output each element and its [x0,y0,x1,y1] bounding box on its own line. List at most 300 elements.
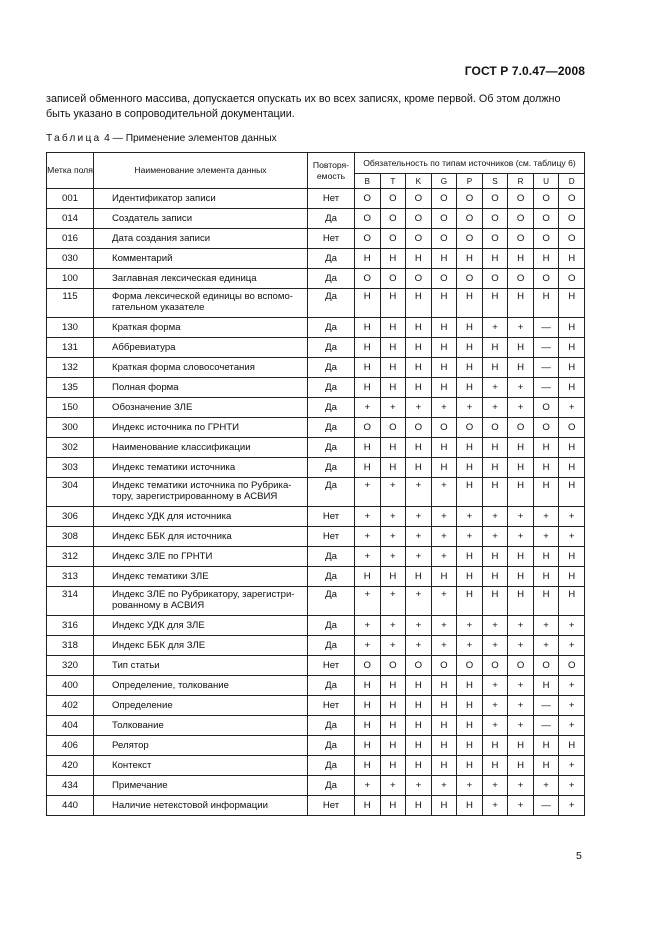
row-value-u: Н [533,756,559,776]
row-value-p: Н [457,438,483,458]
row-value-r: + [508,636,534,656]
row-value-k: Н [406,338,432,358]
row-value-r: Н [508,547,534,567]
row-repeat: Да [308,756,355,776]
row-value-d: О [559,229,585,249]
row-value-s: О [482,269,508,289]
row-value-s: + [482,676,508,696]
row-code: 318 [47,636,94,656]
row-name: Индекс ЗЛЕ по Рубрикатору, зарегистри-рованному в АСВИЯ [94,587,308,616]
row-value-r: О [508,189,534,209]
row-value-d: О [559,209,585,229]
row-value-g: Н [431,289,457,318]
row-value-s: + [482,776,508,796]
table-row [47,716,585,736]
data-elements-table [46,152,585,816]
table-row [47,398,585,418]
table-row [47,547,585,567]
page-number: 5 [576,850,582,862]
row-repeat: Да [308,269,355,289]
header-type-r: R [508,174,534,189]
row-value-t: Н [380,458,406,478]
row-value-s: Н [482,438,508,458]
row-code: 404 [47,716,94,736]
row-value-d: Н [559,587,585,616]
row-value-d: О [559,269,585,289]
row-value-u: О [533,398,559,418]
row-value-s: О [482,418,508,438]
row-value-b: О [355,418,381,438]
row-value-g: + [431,636,457,656]
row-name: Создатель записи [94,209,308,229]
table-caption-label: Таблица [46,133,102,144]
table-header-row [47,153,585,174]
row-value-u: Н [533,547,559,567]
row-value-g: + [431,547,457,567]
row-code: 312 [47,547,94,567]
row-value-b: Н [355,696,381,716]
row-code: 001 [47,189,94,209]
row-value-b: + [355,547,381,567]
row-value-u: + [533,527,559,547]
header-code: Метка поля [47,153,94,189]
table-row [47,338,585,358]
row-value-t: Н [380,338,406,358]
row-value-g: Н [431,358,457,378]
row-name: Индекс тематики ЗЛЕ [94,567,308,587]
row-value-g: О [431,656,457,676]
row-value-b: О [355,269,381,289]
row-value-g: Н [431,696,457,716]
row-value-p: Н [457,378,483,398]
row-repeat: Да [308,478,355,507]
row-value-u: Н [533,567,559,587]
row-value-g: + [431,398,457,418]
row-value-s: Н [482,338,508,358]
row-value-d: Н [559,378,585,398]
row-value-u: + [533,507,559,527]
row-code: 302 [47,438,94,458]
row-repeat: Да [308,736,355,756]
row-repeat: Нет [308,527,355,547]
row-value-t: О [380,229,406,249]
row-value-r: О [508,269,534,289]
row-value-d: + [559,616,585,636]
row-value-d: Н [559,358,585,378]
row-repeat: Да [308,547,355,567]
row-value-b: Н [355,249,381,269]
row-value-b: Н [355,338,381,358]
row-value-t: Н [380,438,406,458]
intro-line-1: записей обменного массива, допускается опускать их во всех записях, кроме первой. Об этом должно [46,93,561,105]
row-value-s: Н [482,567,508,587]
row-value-k: + [406,587,432,616]
row-value-u: Н [533,676,559,696]
row-value-p: Н [457,458,483,478]
row-value-k: + [406,527,432,547]
row-value-r: Н [508,587,534,616]
row-value-u: + [533,636,559,656]
row-value-t: Н [380,676,406,696]
row-value-u: — [533,338,559,358]
row-value-s: Н [482,756,508,776]
row-repeat: Да [308,209,355,229]
table-row [47,418,585,438]
row-code: 313 [47,567,94,587]
row-value-k: + [406,547,432,567]
row-name: Определение, толкование [94,676,308,696]
row-value-g: Н [431,796,457,816]
row-value-p: О [457,209,483,229]
table-row [47,507,585,527]
row-value-s: Н [482,736,508,756]
row-value-r: Н [508,358,534,378]
row-value-u: Н [533,249,559,269]
table-row [47,378,585,398]
row-value-d: Н [559,438,585,458]
row-value-d: Н [559,289,585,318]
row-code: 303 [47,458,94,478]
row-value-p: О [457,418,483,438]
row-value-r: О [508,418,534,438]
row-value-g: О [431,209,457,229]
row-code: 316 [47,616,94,636]
row-repeat: Да [308,616,355,636]
row-value-k: Н [406,378,432,398]
row-value-k: О [406,189,432,209]
row-value-b: Н [355,318,381,338]
row-value-b: Н [355,458,381,478]
row-value-k: О [406,269,432,289]
row-code: 434 [47,776,94,796]
row-value-p: Н [457,567,483,587]
row-value-s: + [482,716,508,736]
row-value-t: + [380,776,406,796]
row-value-t: + [380,507,406,527]
intro-line-2: быть указано в сопроводительной документации. [46,108,295,120]
row-value-p: + [457,507,483,527]
row-value-r: Н [508,458,534,478]
row-repeat: Нет [308,656,355,676]
table-row [47,796,585,816]
row-value-b: Н [355,716,381,736]
row-value-t: + [380,616,406,636]
row-value-k: Н [406,458,432,478]
row-value-t: Н [380,358,406,378]
row-name: Толкование [94,716,308,736]
row-value-p: Н [457,756,483,776]
row-value-k: Н [406,796,432,816]
intro-paragraph [46,92,584,122]
row-name: Краткая форма словосочетания [94,358,308,378]
row-name: Полная форма [94,378,308,398]
row-value-p: Н [457,736,483,756]
row-value-s: О [482,656,508,676]
row-name: Заглавная лексическая единица [94,269,308,289]
row-value-u: О [533,189,559,209]
row-value-k: Н [406,716,432,736]
row-name: Дата создания записи [94,229,308,249]
row-value-r: + [508,398,534,418]
row-value-u: Н [533,736,559,756]
row-value-g: + [431,478,457,507]
row-name: Наличие нетекстовой информации [94,796,308,816]
row-value-k: Н [406,289,432,318]
row-value-b: Н [355,567,381,587]
row-code: 406 [47,736,94,756]
row-value-t: + [380,478,406,507]
row-value-k: + [406,616,432,636]
row-value-r: + [508,507,534,527]
row-value-t: Н [380,796,406,816]
row-value-r: Н [508,438,534,458]
row-value-g: + [431,507,457,527]
row-value-s: Н [482,478,508,507]
row-name: Форма лексической единицы во вспомо-гательном указателе [94,289,308,318]
row-value-t: Н [380,696,406,716]
row-code: 014 [47,209,94,229]
table-row [47,636,585,656]
row-value-d: Н [559,318,585,338]
table-row [47,438,585,458]
row-value-r: + [508,796,534,816]
row-value-p: О [457,656,483,676]
row-value-r: Н [508,289,534,318]
row-value-s: + [482,378,508,398]
row-value-b: Н [355,289,381,318]
row-repeat: Да [308,776,355,796]
row-code: 115 [47,289,94,318]
table-row [47,587,585,616]
row-value-b: + [355,398,381,418]
row-name: Краткая форма [94,318,308,338]
row-name: Индекс источника по ГРНТИ [94,418,308,438]
row-value-s: Н [482,587,508,616]
table-row [47,458,585,478]
row-value-t: + [380,587,406,616]
row-value-t: + [380,527,406,547]
row-value-s: + [482,796,508,816]
row-value-p: + [457,616,483,636]
row-value-s: + [482,507,508,527]
row-value-t: Н [380,756,406,776]
row-value-t: + [380,636,406,656]
row-code: 440 [47,796,94,816]
row-value-p: О [457,229,483,249]
row-value-r: Н [508,736,534,756]
row-value-b: О [355,209,381,229]
row-value-t: + [380,398,406,418]
row-value-p: + [457,776,483,796]
row-repeat: Да [308,378,355,398]
row-value-s: + [482,318,508,338]
row-value-p: + [457,398,483,418]
row-value-t: О [380,418,406,438]
row-value-d: Н [559,478,585,507]
row-value-t: Н [380,567,406,587]
row-value-r: + [508,318,534,338]
row-value-d: Н [559,249,585,269]
row-value-s: О [482,229,508,249]
table-row [47,616,585,636]
row-value-g: Н [431,567,457,587]
row-value-d: О [559,418,585,438]
row-value-p: Н [457,676,483,696]
row-value-k: + [406,398,432,418]
header-name: Наименование элемента данных [94,153,308,189]
row-value-p: Н [457,547,483,567]
row-name: Индекс УДК для источника [94,507,308,527]
row-repeat: Нет [308,796,355,816]
row-code: 420 [47,756,94,776]
row-value-g: О [431,418,457,438]
row-repeat: Да [308,438,355,458]
row-repeat: Да [308,358,355,378]
row-name: Тип статьи [94,656,308,676]
row-name: Индекс тематики источника по Рубрика-тору, зарегистрированному в АСВИЯ [94,478,308,507]
row-code: 016 [47,229,94,249]
row-value-r: Н [508,756,534,776]
row-code: 314 [47,587,94,616]
row-repeat: Нет [308,696,355,716]
row-value-g: Н [431,756,457,776]
row-value-k: + [406,478,432,507]
row-value-t: Н [380,736,406,756]
row-value-k: + [406,507,432,527]
row-value-p: Н [457,358,483,378]
row-value-u: — [533,716,559,736]
row-value-u: — [533,696,559,716]
table-row [47,269,585,289]
row-value-r: + [508,527,534,547]
table-row [47,249,585,269]
row-value-t: О [380,189,406,209]
row-value-g: + [431,776,457,796]
row-value-d: + [559,716,585,736]
row-value-p: О [457,189,483,209]
table-row [47,189,585,209]
row-value-t: + [380,547,406,567]
row-repeat: Да [308,418,355,438]
row-value-p: Н [457,716,483,736]
header-type-g: G [431,174,457,189]
row-value-s: + [482,527,508,547]
row-value-g: Н [431,458,457,478]
row-value-b: Н [355,358,381,378]
row-value-k: + [406,776,432,796]
row-value-g: + [431,587,457,616]
row-value-s: Н [482,458,508,478]
header-type-b: B [355,174,381,189]
row-value-u: О [533,209,559,229]
header-type-k: K [406,174,432,189]
row-value-k: Н [406,567,432,587]
row-value-p: Н [457,478,483,507]
row-value-t: Н [380,378,406,398]
row-code: 131 [47,338,94,358]
header-type-p: P [457,174,483,189]
row-value-p: О [457,269,483,289]
row-value-b: + [355,636,381,656]
row-value-u: + [533,616,559,636]
row-value-p: Н [457,318,483,338]
row-repeat: Нет [308,229,355,249]
row-value-k: Н [406,756,432,776]
document-code-header: ГОСТ Р 7.0.47—2008 [464,64,585,78]
row-value-g: О [431,229,457,249]
row-name: Обозначение ЗЛЕ [94,398,308,418]
row-value-g: Н [431,676,457,696]
row-value-k: О [406,656,432,676]
row-value-d: + [559,527,585,547]
row-value-b: Н [355,676,381,696]
table-row [47,756,585,776]
row-value-u: — [533,378,559,398]
row-value-u: Н [533,438,559,458]
row-repeat: Да [308,716,355,736]
row-value-d: + [559,776,585,796]
row-code: 100 [47,269,94,289]
table-row [47,358,585,378]
table-row [47,318,585,338]
row-value-k: Н [406,676,432,696]
row-value-d: + [559,796,585,816]
row-name: Определение [94,696,308,716]
row-value-g: Н [431,716,457,736]
row-value-u: О [533,656,559,676]
row-value-d: + [559,756,585,776]
row-value-r: + [508,616,534,636]
table-row [47,676,585,696]
row-code: 132 [47,358,94,378]
row-value-k: О [406,418,432,438]
row-value-p: Н [457,289,483,318]
row-value-u: — [533,796,559,816]
row-value-b: Н [355,378,381,398]
row-repeat: Да [308,249,355,269]
row-repeat: Да [308,338,355,358]
row-value-b: + [355,527,381,547]
row-value-p: Н [457,249,483,269]
row-value-r: Н [508,567,534,587]
row-value-g: Н [431,438,457,458]
row-name: Идентификатор записи [94,189,308,209]
row-value-g: + [431,616,457,636]
row-value-r: О [508,656,534,676]
row-value-d: + [559,696,585,716]
table-row [47,289,585,318]
row-code: 300 [47,418,94,438]
row-value-b: Н [355,438,381,458]
row-repeat: Да [308,676,355,696]
row-code: 304 [47,478,94,507]
row-name: Аббревиатура [94,338,308,358]
row-value-u: О [533,418,559,438]
row-value-t: Н [380,289,406,318]
row-value-d: + [559,676,585,696]
row-name: Релятор [94,736,308,756]
row-value-b: Н [355,796,381,816]
row-repeat: Да [308,587,355,616]
row-value-p: Н [457,338,483,358]
table-row [47,527,585,547]
row-value-s: Н [482,289,508,318]
row-value-t: Н [380,318,406,338]
row-code: 308 [47,527,94,547]
row-value-g: + [431,527,457,547]
row-value-s: + [482,398,508,418]
header-type-u: U [533,174,559,189]
